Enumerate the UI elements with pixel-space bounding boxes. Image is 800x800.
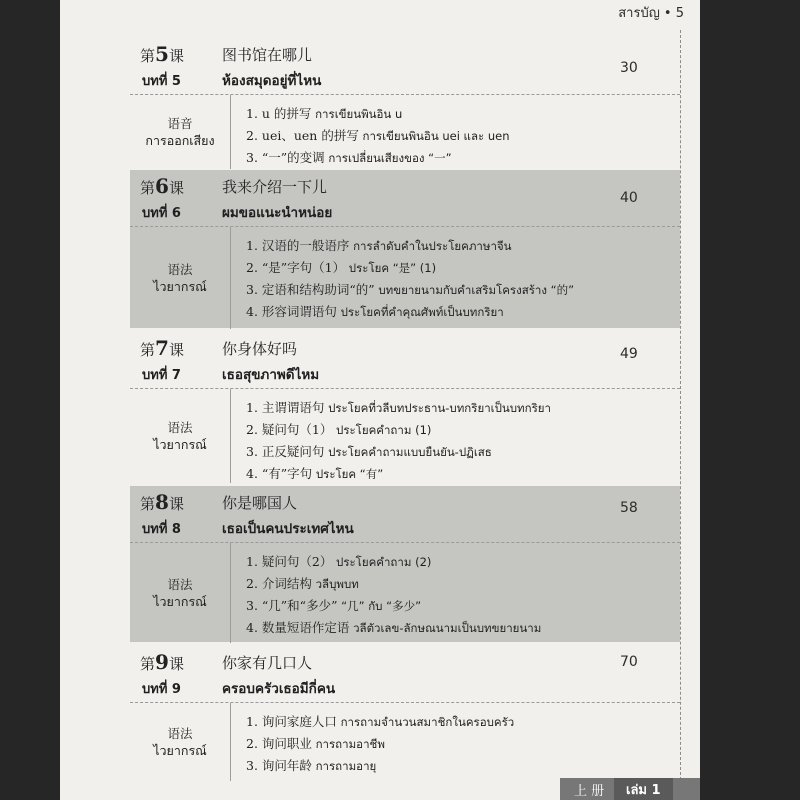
lesson-title-cn: 你家有几口人 [222,654,313,672]
list-item: 3. “一”的变调 การเปลี่ยนเสียงของ “一” [246,150,452,165]
section-items [246,235,574,323]
page-header: สารบัญ • 5 [618,6,684,21]
lesson-section [130,227,680,329]
lesson-section [130,703,680,781]
section-items [246,711,514,777]
section-items [246,103,510,169]
section-items [246,551,541,639]
lesson-number-th: บทที่ 6 [142,206,181,221]
lesson-title-th: เธอสุขภาพดีไหม [222,367,320,383]
toc-page [60,0,700,800]
lesson-title-cn: 我来介绍一下儿 [222,178,328,196]
list-item: 1. 汉语的一般语序 การลำดับคำในประโยคภาษาจีน [246,238,512,253]
lesson-title-th: ผมขอแนะนำหน่อย [222,205,333,221]
lesson-number-cn: 第7课 [140,336,184,360]
list-item: 1. 疑问句（2） ประโยคคำถาม (2) [246,554,432,569]
list-item: 1. 主谓谓语句 ประโยคที่วลีบทประธาน-บทกริยาเป็นบทกริยา [246,400,551,415]
volume-footer [560,778,700,800]
section-label: 语法 ไวยากรณ์ [130,227,231,329]
list-item: 2. “是”字句（1） ประโยค “是” (1) [246,260,437,275]
page-number: 49 [620,346,638,362]
list-item: 4. “有”字句 ประโยค “有” [246,466,384,481]
lesson-title-th: เธอเป็นคนประเทศไหน [222,521,354,537]
lesson-8 [130,486,680,642]
list-item: 1. 询问家庭人口 การถามจำนวนสมาชิกในครอบครัว [246,714,515,729]
list-item: 3. “几”和“多少” “几” กับ “多少” [246,598,422,613]
lesson-number-th: บทที่ 7 [142,368,181,383]
section-label: 语法 ไวยากรณ์ [130,389,231,483]
list-item: 3. 正反疑问句 ประโยคคำถามแบบยืนยัน-ปฏิเสธ [246,444,492,459]
lesson-number-cn: 第8课 [140,490,184,514]
lesson-title-cn: 你是哪国人 [222,494,298,512]
list-item: 2. 询问职业 การถามอาชีพ [246,736,385,751]
page-number: 30 [620,60,638,76]
lesson-number-cn: 第6课 [140,174,184,198]
lesson-5 [130,38,680,168]
list-item: 4. 形容词谓语句 ประโยคที่คำคุณศัพท์เป็นบทกริยา [246,304,504,319]
lesson-header [130,332,680,389]
list-item: 2. uei、uen 的拼写 การเขียนพินอิน uei และ uen [246,128,510,143]
lesson-title-th: ห้องสมุดอยู่ที่ไหน [222,73,322,89]
page-column-divider [680,30,681,780]
lesson-header [130,170,680,227]
lesson-7 [130,332,680,482]
lesson-number-th: บทที่ 8 [142,522,181,537]
lesson-header [130,38,680,95]
lesson-9 [130,646,680,780]
list-item: 2. 疑问句（1） ประโยคคำถาม (1) [246,422,432,437]
lesson-header [130,646,680,703]
lesson-number-th: บทที่ 5 [142,74,181,89]
list-item: 2. 介词结构 วลีบุพบท [246,576,359,591]
volume-label-th: เล่ม 1 [614,778,673,800]
lesson-title-cn: 图书馆在哪儿 [222,46,313,64]
section-label: 语音 การออกเสียง [130,95,231,169]
lesson-section [130,95,680,169]
lesson-header [130,486,680,543]
list-item: 1. u 的拼写 การเขียนพินอิน u [246,106,403,121]
page-number: 70 [620,654,638,670]
lesson-title-cn: 你身体好吗 [222,340,298,358]
list-item: 3. 定语和结构助词“的” บทขยายนามกับคำเสริมโครงสร้าง “的” [246,282,575,297]
lesson-number-cn: 第5课 [140,42,184,66]
volume-label-cn: 上 册 [574,783,605,799]
section-label: 语法 ไวยากรณ์ [130,703,231,781]
lesson-number-cn: 第9课 [140,650,184,674]
lesson-section [130,543,680,643]
page-number: 58 [620,500,638,516]
lesson-number-th: บทที่ 9 [142,682,181,697]
list-item: 4. 数量短语作定语 วลีตัวเลข-ลักษณนามเป็นบทขยายนาม [246,620,542,635]
page-number: 40 [620,190,638,206]
lesson-6 [130,170,680,328]
list-item: 3. 询问年龄 การถามอายุ [246,758,377,773]
lesson-title-th: ครอบครัวเธอมีกี่คน [222,681,336,697]
section-label: 语法 ไวยากรณ์ [130,543,231,643]
section-items [246,397,551,485]
lesson-section [130,389,680,483]
